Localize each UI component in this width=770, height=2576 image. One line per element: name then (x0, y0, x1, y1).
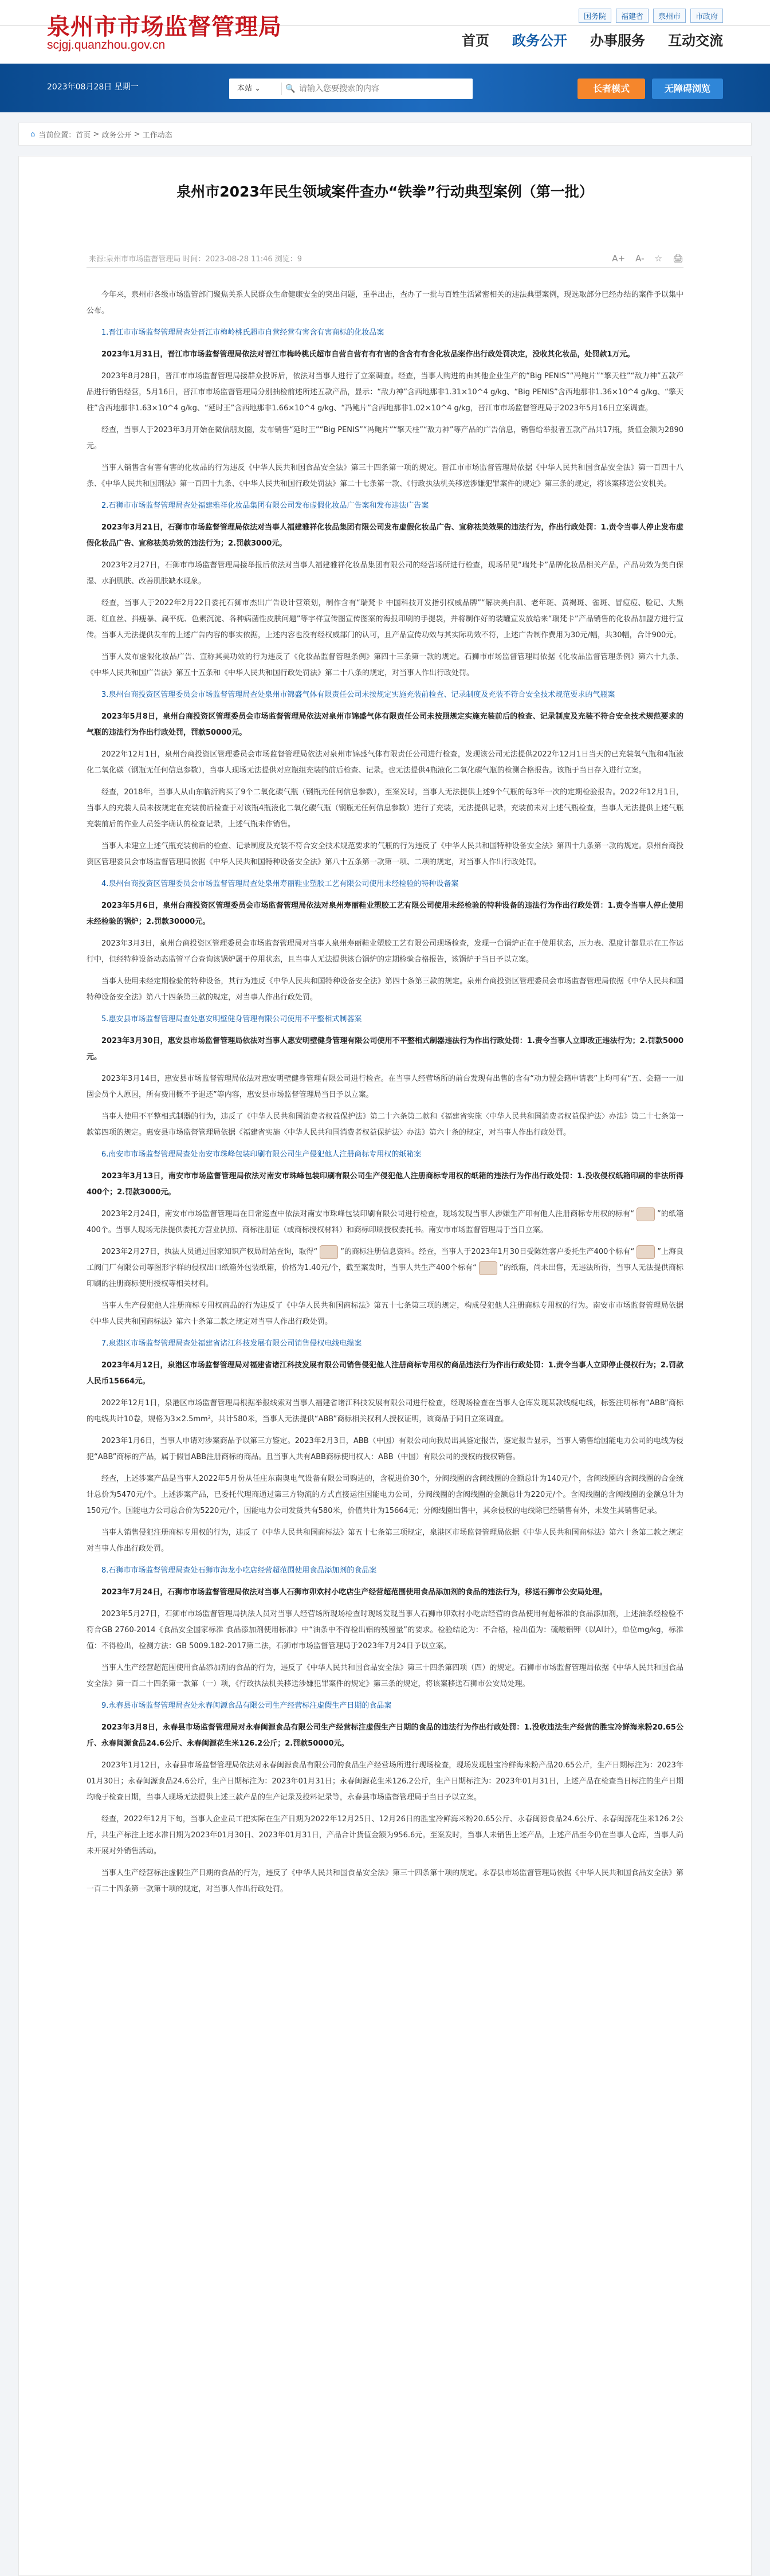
site-domain: scjgj.quanzhou.gov.cn (47, 38, 166, 52)
case-heading[interactable]: 3.泉州台商投资区管理委员会市场监督管理局查处泉州市锦盛气体有限责任公司未按规定实施充装前检查、记录制度及充装不符合安全技术规范要求的气瓶案 (101, 691, 615, 699)
article-title: 泉州市2023年民生领域案件查办“铁拳”行动典型案例（第一批） (176, 183, 594, 200)
font-increase-button[interactable]: A+ (612, 253, 626, 264)
article-paragraph: 2023年4月12日，泉港区市场监督管理局对福建省诸江科技发展有限公司销售侵犯他人注册商标专用权的商品违法行为作出行政处罚：1.责令当事人立即停止侵权行为；2.罚款人民币15664元。 (87, 1361, 683, 1386)
article-paragraph: 经查，上述涉案产品是当事人2022年5月份从任庄东南奥电气设备有限公司购进的，含税进价30个，分阀线圈的含阀线圈的金额总计为140元/个，含阀线圈的含阀线圈的合金统计总价为5470元/个。上述涉案产品，已委托代理商通过第三方物流的方式直接运往国能电力公司，分阀线圈的含阀线圈的金额总计为220元/个。含阀线圈的含阀线圈的金额总计为150元/个。国能电力公司总合价为5220元/个，国能电力公司发货共有580米，价值共计为15664元；分阀线圈出售中，其余侵权的电线除已经销售有外，未发生其销售记录。 (87, 1475, 683, 1515)
case-heading[interactable]: 7.泉港区市场监督管理局查处福建省诸江科技发展有限公司销售侵权电线电缆案 (101, 1339, 362, 1348)
breadcrumb-label: 当前位置： (38, 131, 76, 140)
case-heading[interactable]: 5.惠安县市场监督管理局查处惠安明壁健身管理有限公司使用不平整相式制器案 (101, 1015, 362, 1024)
article-paragraph: 当事人销售含有害有害的化妆品的行为违反《中华人民共和国食品安全法》第三十四条第一项的规定。晋江市市场监督管理局依据《中华人民共和国食品安全法》第一百四十八条、《中华人民共和国刑法》第一百四十九条、《中华人民共和国行政处罚法》第二十七条第一款、《行政执法机关移送涉嫌犯罪案件的规定》第三条的规定，将该案移送公安机关。 (87, 464, 683, 488)
font-decrease-button[interactable]: A- (635, 253, 645, 264)
article-paragraph: 今年来，泉州市各级市场监管部门聚焦关系人民群众生命健康安全的突出问题，重拳出击，查办了一批与百姓生活紧密相关的违法典型案例，现选取部分已经办结的案件予以集中公布。 (87, 291, 683, 315)
main-nav (462, 29, 723, 49)
site-title[interactable]: 泉州市市场监督管理局 (47, 13, 282, 40)
article-paragraph: 当事人生产侵犯他人注册商标专用权商品的行为违反了《中华人民共和国商标法》第五十七条第三项的规定，构成侵犯他人注册商标专用权的行为。南安市市场监督管理局依据《中华人民共和国商标法》第六十条第二款之规定对当事人作出行政处罚。 (87, 1301, 683, 1326)
article-paragraph: 当事人生产经营标注虚假生产日期的食品的行为，违反了《中华人民共和国食品安全法》第三十四条第十项的规定。永春县市场监督管理局依据《中华人民共和国食品安全法》第一百二十四条第一款第十项的规定，对当事人作出行政处罚。 (87, 1869, 683, 1893)
article-paragraph: 当事人销售侵犯注册商标专用权的行为，违反了《中华人民共和国商标法》第五十七条第三项规定，泉港区市场监督管理局依据《中华人民共和国商标法》第六十条第二款之规定对当事人作出行政处罚。 (87, 1528, 683, 1553)
article-paragraph: 当事人使用未经定期检验的特种设备，其行为违反《中华人民共和国特种设备安全法》第四十条第三款的规定。泉州台商投资区管理委员会市场监督管理局依据《中华人民共和国特种设备安全法》第八十四条第三款的规定，对当事人作出行政处罚。 (87, 977, 683, 1002)
article-paragraph: 2023年3月30日，惠安县市场监督管理局依法对当事人惠安明壁健身管理有限公司使用不平整相式制器违法行为作出行政处罚：1.责令当事人立即改正违法行为；2.罚款5000元。 (87, 1037, 683, 1061)
article-paragraph: 2023年1月6日，当事人申请对涉案商品予以第三方鉴定。2023年2月3日，ABB（中国）有限公司向我局出具鉴定报告，鉴定报告显示，当事人销售给国能电力公司的电线为侵犯“ABB”商标的产品，属于假冒ABB注册商标的商品。且当事人共有ABB商标使用权人：ABB（中国）有限公司的授权的授权销售。 (87, 1437, 683, 1461)
nav-gov-info[interactable]: 政务公开 (512, 33, 567, 49)
article-paragraph: 2023年3月14日，惠安县市场监督管理局依法对惠安明壁健身管理有限公司进行检查。在当事人经营场所的前台发现有出售的含有“动力盟会籍申请表”上均可有“五、会籍一一加固会员个人原因，所有费用概不予退还”等内容，惠安县市场监督管理局当日予以立案。 (87, 1075, 683, 1099)
case-heading[interactable]: 4.泉州台商投资区管理委员会市场监督管理局查处泉州寿丽鞋业塑胶工艺有限公司使用未经检验的特种设备案 (101, 880, 459, 888)
case-heading[interactable]: 6.南安市市场监督管理局查处南安市珠峰包装印刷有限公司生产侵犯他人注册商标专用权的纸箱案 (101, 1150, 422, 1159)
elder-mode-button[interactable]: 长者模式 (578, 79, 645, 99)
article-paragraph: 2023年2月27日，石狮市市场监督管理局接举报后依法对当事人福建雅祥化妆品集团有限公司的经营场所进行检查，现场吊见“瑞梵卡”品牌化妆品相关产品，产品功效为美白保湿、水润肌肤、改善肌肤缺水现象。 (87, 561, 683, 586)
trademark-image (320, 1245, 338, 1259)
case-heading[interactable]: 2.石狮市市场监督管理局查处福建雅祥化妆品集团有限公司发布虚假化妆品广告案和发布违法广告案 (101, 501, 429, 510)
location-icon: ⌂ (30, 130, 36, 139)
search-scope-select[interactable]: 本站 ⌄ (229, 83, 282, 95)
article-paragraph: 2023年5月8日，泉州台商投资区管理委员会市场监督管理局依法对泉州市锦盛气体有限责任公司未按照规定实施充装前后的检查、记录制度及充装不符合安全技术规范要求的气瓶的违法行为作出行政处罚，罚款50000元。 (87, 712, 683, 737)
nav-interaction[interactable]: 互动交流 (668, 33, 723, 49)
accessibility-button[interactable]: 无障碍浏览 (652, 79, 723, 99)
article-paragraph: 2023年5月6日，泉州台商投资区管理委员会市场监督管理局依法对泉州寿丽鞋业塑胶工艺有限公司使用未经检验的特种设备的违法行为作出行政处罚：1.责令当事人停止使用未经检验的锅炉；2.罚款30000元。 (87, 901, 683, 926)
quicklink-city-gov[interactable]: 市政府 (690, 9, 723, 23)
search-input[interactable] (299, 80, 473, 97)
nav-services[interactable]: 办事服务 (590, 33, 645, 49)
quicklink-quanzhou[interactable]: 泉州市 (653, 9, 686, 23)
search-icon[interactable]: 🔍 (285, 84, 296, 93)
article-body (87, 287, 683, 1897)
article-paragraph: 2023年3月13日，南安市市场监督管理局依法对南安市珠峰包装印刷有限公司生产侵犯他人注册商标专用权的纸箱的违法行为作出行政处罚：1.没收侵权纸箱印刷的非法所得400个；2.罚款3000元。 (87, 1172, 683, 1197)
quicklink-fujian[interactable]: 福建省 (616, 9, 649, 23)
article-paragraph: 2023年8月28日，晋江市市场监督管理局接群众投诉后，依法对当事人进行了立案调查。经查，当事人购进的由其他企业生产的“Big PENIS”“冯鲍片”“擎天柱”“敌力神”五款产品进行销售经营，5月16日，晋江市市场监督管理局分别抽检前述所述五款产品，显示：“敌力神”含西地那非1.31×10^4 g/kg、“Big PENIS”含西地那非1.36×10^4 g/kg、“擎天柱”含西地那非1.63×10^4 g/kg、“延时王”含西地那非1.66×10^4 g/kg、“冯鲍片”含西地那非1.02×10^4 g/kg，晋江市市场监督管理局于2023年5月16日立案调查。 (87, 372, 683, 413)
favorite-icon[interactable]: ☆ (654, 253, 662, 264)
case-heading[interactable]: 8.石狮市市场监督管理局查处石狮市海龙小吃店经营超范围使用食品添加剂的食品案 (101, 1566, 377, 1575)
article (18, 156, 752, 2576)
chevron-down-icon: ⌄ (254, 84, 261, 93)
article-paragraph: 2023年2月27日，执法人员通过国家知识产权局局站查询，取得“ ”的商标注册信息资料。经查，当事人于2023年1月30日受陈姓客户委托生产400个标有“ ”上海良工阀门厂有限公司等图形字样的侵权出口纸箱外包装纸箱，价格为1.40元/个，截至案发时，当事人共生产400个标有“ ”的纸箱，尚未出售，无违法所得，当事人无法提供商标印刷的注册商标使用授权等相关材料。 (87, 1244, 683, 1292)
article-paragraph: 经查，当事人于2023年3月开始在微信朋友圈，发布销售“延时王”“Big PENIS”“冯鲍片”“擎天柱”“敌力神”等产品的广告信息，销售给举报者五款产品共17瓶，货值金额为2890元。 (87, 426, 683, 450)
article-paragraph: 2023年1月31日，晋江市市场监督管理局依法对晋江市梅岭桃氏超市自营自营有有有害的含含有有含化妆品案作出行政处罚决定，没收其化妆品，处罚款1万元。 (101, 350, 635, 359)
trademark-image (479, 1261, 497, 1275)
article-paragraph: 经查，2022年12月下旬，当事人企业员工把实际在生产日期为2022年12月25日、12月26日的胜宝冷鲜海米粉20.65公斤、永春闽源食品24.6公斤、永春闽源花生米126.2公斤，共生产标注上述水准日期为2023年01月30日、2023年01月31日，产品合计货值金额为956.6元。至案发时，当事人未销售上述产品，上述产品至今仍在当事人仓库，当事人尚未开展对外销售活动。 (87, 1815, 683, 1856)
trademark-image (637, 1207, 655, 1221)
article-paragraph: 2023年3月21日，石狮市市场监督管理局依法对当事人福建雅祥化妆品集团有限公司发布虚假化妆品广告、宣称祛美效果的违法行为，作出行政处罚：1.责令当事人停止发布虚假化妆品广告、宣称祛美功效的违法行为；2.罚款3000元。 (87, 523, 683, 548)
article-paragraph: 2023年2月24日，南安市市场监督管理局在日常巡查中依法对南安市珠峰包装印刷有限公司进行检查，现场发现当事人涉嫌生产印有他人注册商标专用权的标有“ ”的纸箱400个。当事人现场无法提供委托方营业执照、商标注册证（或商标授权材料）和商标印刷授权委托书。南安市市场监督管理局于当日立案。 (87, 1206, 683, 1238)
article-paragraph: 2023年7月24日，石狮市市场监督管理局依法对当事人石狮市卯欢村小吃店生产经营超范围使用食品添加剂的食品的违法行为，移送石狮市公安局处理。 (101, 1588, 607, 1597)
article-paragraph: 2022年12月1日，泉港区市场监督管理局根据举报线索对当事人福建省诸江科技发展有限公司进行检查，经现场检查在当事人仓库发现某款线缆电线，标签注明标有“ABB”商标的电线共计10卷，规格为3×2.5mm²，共计580米，当事人无法提供“ABB”商标相关权利人授权证明，该商品于同日立案调查。 (87, 1399, 683, 1424)
breadcrumb: ⌂ 当前位置： 首页 > 政务公开 > 工作动态 (18, 123, 752, 146)
quicklinks (579, 9, 723, 23)
search-box (229, 79, 473, 99)
article-meta (87, 249, 683, 268)
article-paragraph: 2023年1月12日，永春县市场监督管理局依法对永春闽源食品有限公司的食品生产经营场所进行现场检查，现场发现胜宝冷鲜海米粉产品20.65公斤，生产日期标注为：2023年01月30日；永春闽源食品24.6公斤，生产日期标注为：2023年01月31日；永春闽源花生米126.2公斤，生产日期标注为：2023年01月31日，上述产品在检查当日标注的生产日期均晚于检查日期，当事人现场无法提供上述三款产品的生产记录及投料记录等，永春县市场监督管理局于当日予以立案。 (87, 1761, 683, 1802)
case-heading[interactable]: 1.晋江市市场监督管理局查处晋江市梅岭桃氏超市自营经营有害含有害商标的化妆品案 (101, 328, 384, 337)
article-source-time: 来源:泉州市市场监督管理局 时间：2023-08-28 11:46 浏览：9 (89, 255, 302, 264)
breadcrumb-home[interactable]: 首页 (76, 131, 91, 140)
article-paragraph: 2022年12月1日，泉州台商投资区管理委员会市场监督管理局依法对泉州市锦盛气体有限责任公司进行检查，发现该公司无法提供2022年12月1日当天的已充装氧气瓶和4瓶液化二氧化碳（钢瓶无任何信息参数），当事人现场无法提供对应瓶组充装的前后检查、记录。也无法提供4瓶液化二氧化碳气瓶的检测合格报告。该瓶于当日存入进行立案。 (87, 750, 683, 775)
article-paragraph: 2023年3月8日，永春县市场监督管理局对永春闽源食品有限公司生产经营标注虚假生产日期的食品的违法行为作出行政处罚：1.没收违法生产经营的胜宝冷鲜海米粉20.65公斤、永春闽源食品24.6公斤、永春闽源花生米126.2公斤；2.罚款50000元。 (87, 1723, 683, 1748)
print-icon[interactable]: 🖨 (672, 253, 683, 264)
current-date: 2023年08月28日 星期一 (47, 83, 139, 92)
article-paragraph: 当事人使用不平整相式制器的行为，违反了《中华人民共和国消费者权益保护法》第二十六条第二款和《福建省实施〈中华人民共和国消费者权益保护法〉办法》第二十七条第一款第四项的规定。惠安县市场监督管理局依据《福建省实施〈中华人民共和国消费者权益保护法〉办法》第六十条的规定，对当事人作出行政处罚。 (87, 1112, 683, 1137)
article-tools (612, 253, 683, 264)
article-paragraph: 当事人生产经营超范围使用食品添加剂的食品的行为，违反了《中华人民共和国食品安全法》第三十四条第四项（四）的规定。石狮市市场监督管理局依据《中华人民共和国食品安全法》第一百二十四条第一款第（一）项，《行政执法机关移送涉嫌犯罪案件的规定》第三条的规定，将该案移送石狮市公安局处理。 (87, 1664, 683, 1688)
article-paragraph: 2023年3月3日，泉州台商投资区管理委员会市场监督管理局对当事人泉州寿丽鞋业塑胶工艺有限公司现场检查，发现一台锅炉正在于使用状态，压力表、温度计都显示在工作运行中，但经特种设备动态监管平台查询该锅炉属于停用状态，且当事人无法提供该台锅炉的定期检验合格报告，该锅炉于当日予以立案。 (87, 939, 683, 964)
breadcrumb-gov-info[interactable]: 政务公开 (101, 131, 132, 140)
article-paragraph: 2023年5月27日，石狮市市场监督管理局执法人员对当事人经营场所现场检查时现场发现当事人石狮市卯欢村小吃店经营的食品使用有超标准的食品添加剂，上述油条经检验不符合GB 2760-2014《食品安全国家标准 食品添加剂使用标准》中“油条中不得检出铝的残留量”的要求。检验结论为：不合格，检出值为：硫酸铝钾（以Al计），单位mg/kg，标准值：不得检出，检测方法：GB 5009.182-2017第二法，石狮市市场监督管理局于2023年7月24日予以立案。 (87, 1610, 683, 1650)
banner-bar (0, 64, 770, 112)
article-paragraph: 当事人未建立上述气瓶充装前后的检查、记录制度及充装不符合安全技术规范要求的气瓶的行为违反了《中华人民共和国特种设备安全法》第四十九条第一款的规定。泉州台商投资区管理委员会市场监督管理局依据《中华人民共和国特种设备安全法》第八十五条第一款第一项、二项的规定，对当事人作出行政处罚。 (87, 842, 683, 866)
quicklink-state-council[interactable]: 国务院 (579, 9, 611, 23)
article-paragraph: 经查，2018年，当事人从山东临沂购买了9个二氧化碳气瓶（钢瓶无任何信息参数），至案发时，当事人无法提供上述9个气瓶的每3年一次的定期检验报告。2022年12月1日，当事人的充装人员未按规定在充装前后检查于对该瓶4瓶液化二氧化碳气瓶（钢瓶无任何信息参数）进行了充装，无法提供记录，充装前未对上述气瓶检查，当事人无法提供上述气瓶充装前后的作业人员签字确认的检查记录，上述气瓶未作销售。 (87, 788, 683, 829)
breadcrumb-work-news[interactable]: 工作动态 (142, 131, 172, 140)
case-heading[interactable]: 9.永春县市场监督管理局查处永春闽源食品有限公司生产经营标注虚假生产日期的食品案 (101, 1701, 392, 1710)
article-paragraph: 经查，当事人于2022年2月22日委托石狮市杰出广告设计营策划，制作含有“瑞梵卡 中国科技开发指引权威品牌”“解决美白肌、老年斑、黄褐斑、雀斑、冒痘痘、脸记、大黑斑、红血丝、抖瘦暴、扁平疣、色素沉淀、各种病菌性皮肤问题”等字样宣传图宣传图案的海报印刷的手提袋，并将制作好的装罐宣发放给来“瑞梵卡”产品销售的化妆品加盟方进行宣传。当事人无法提供发布的上述广告内容的事实依据，上述内容也没有经权威部门的认可，且产品宣传功效与其实际功效不符，上述广告制作费用为30元/幅，共30幅，合计900元。 (87, 599, 683, 640)
trademark-image (637, 1245, 655, 1259)
nav-home[interactable]: 首页 (462, 33, 489, 49)
article-paragraph: 当事人发布虚假化妆品广告、宣称其美功效的行为违反了《化妆品监督管理条例》第四十三条第一款的规定。石狮市市场监督管理局依据《化妆品监督管理条例》第六十九条、《中华人民共和国广告法》第五十五条和《中华人民共和国行政处罚法》第二十八条的规定，对当事人作出行政处罚。 (87, 653, 683, 677)
